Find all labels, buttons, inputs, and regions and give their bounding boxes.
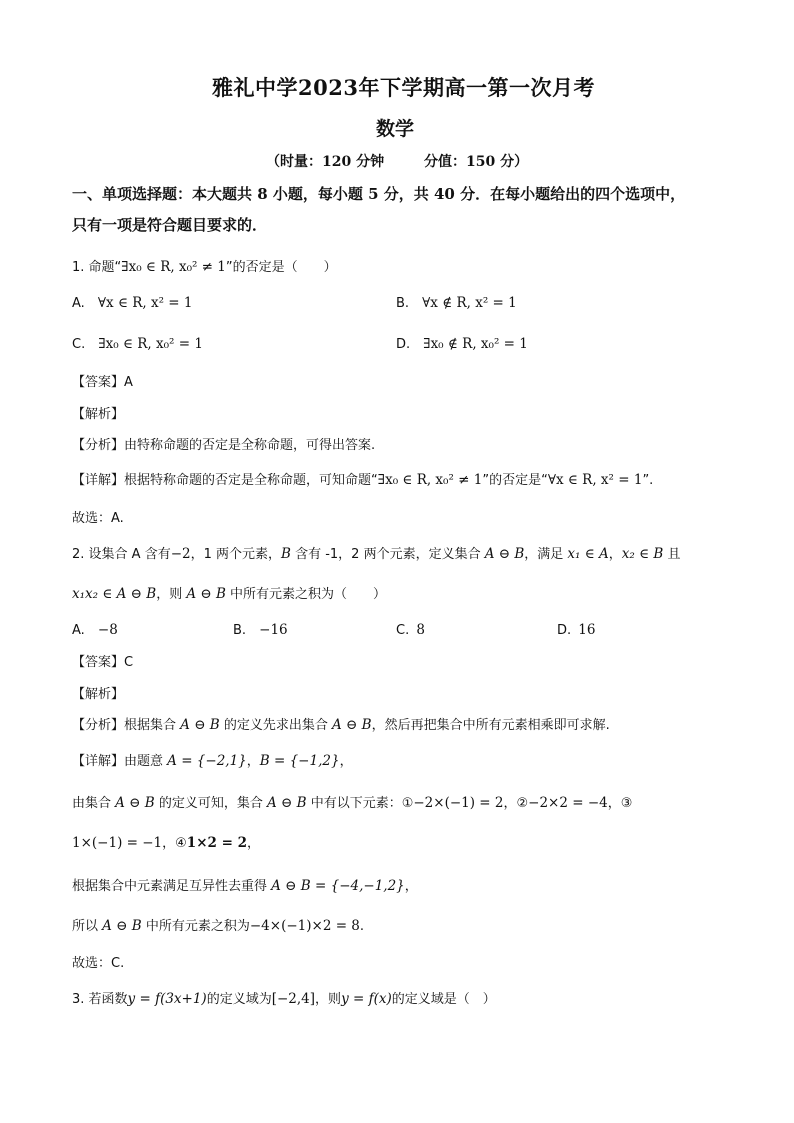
subject-title: 数学 <box>376 118 415 140</box>
detail-text: 根据集合中元素满足互异性去重得 <box>72 879 272 894</box>
detail-math: 1×(−1) = −1 <box>72 835 163 851</box>
q1-option-c <box>72 333 203 352</box>
q1-choice: 故选：A. <box>72 511 124 526</box>
q2-option-b <box>233 619 288 638</box>
detail-math: ∀x ∈ R, x² = 1 <box>547 472 643 488</box>
option-label: B. <box>396 296 410 311</box>
option-label: B. <box>233 623 247 638</box>
q1-stem-post: ”的否定是（ ） <box>225 260 337 275</box>
detail-text: ”的否定是“ <box>482 473 548 488</box>
q1-analysis-tag: 【解析】 <box>72 407 125 422</box>
answer-value: C <box>124 655 134 670</box>
section-heading-line2: 只有一项是符合题目要求的． <box>72 216 268 234</box>
detail-text: . <box>359 919 365 934</box>
q3-text: 的定义域是（ ） <box>391 992 496 1007</box>
q2-text: ， <box>608 547 622 562</box>
detail-text: ，③ <box>607 796 633 811</box>
q2-detail-line4 <box>72 915 364 934</box>
q3-text: 3. 若函数 <box>72 992 128 1007</box>
q2-option-c <box>396 619 425 638</box>
detail-math: −2×2 = −4 <box>528 795 608 811</box>
detail-text: ”. <box>642 473 654 488</box>
option-text: ∀x ∉ R, x² = 1 <box>422 295 517 311</box>
q2-text: 2. 设集合 A 含有 <box>72 547 171 562</box>
option-text: −16 <box>259 622 288 638</box>
q1-answer <box>72 371 133 390</box>
option-text: −8 <box>97 622 118 638</box>
option-label: A. <box>72 623 85 638</box>
detail-text: 由集合 <box>72 796 116 811</box>
option-text: 16 <box>578 622 596 638</box>
option-label: C. <box>72 337 86 352</box>
exam-score: 分值：150 分） <box>424 154 529 170</box>
q2-text: 含有 -1，2 两个元素，定义集合 <box>290 547 485 562</box>
q3-text: ，则 <box>315 992 342 1007</box>
q2-detail-line3 <box>72 875 418 894</box>
question-2-stem-line1 <box>72 543 680 562</box>
detail-text: 所以 <box>72 919 103 934</box>
detail-math: B = {−1,2} <box>259 753 340 769</box>
q2-math: A ⊖ B <box>484 546 525 562</box>
detail-tag: 【详解】 <box>72 754 125 769</box>
fenxi-math: A ⊖ B <box>332 717 372 733</box>
q1-detail <box>72 469 653 488</box>
q2-text: ，则 <box>156 587 187 602</box>
q2-detail <box>72 750 353 769</box>
option-label: D. <box>396 337 411 352</box>
detail-math: −2×(−1) = 2 <box>413 795 504 811</box>
q2-text: ，满足 <box>524 547 568 562</box>
section-heading-line1: 一、单项选择题：本大题共 8 小题，每小题 5 分，共 40 分．在每小题给出的四个选项中， <box>72 185 686 203</box>
q2-text: ，1 两个元素， <box>190 547 282 562</box>
q2-math: x₂ ∈ B <box>621 546 664 562</box>
q1-option-d <box>396 333 528 352</box>
question-2-stem-line2 <box>72 583 386 602</box>
question-3-stem <box>72 988 496 1007</box>
q2-choice: 故选：C. <box>72 956 125 971</box>
detail-text: 根据特称命题的否定是全称命题，可知命题“ <box>124 473 378 488</box>
q1-stem-pre: 1. 命题“ <box>72 260 122 275</box>
detail-text: 中所有元素之积为 <box>141 919 250 934</box>
detail-text: ， <box>339 754 353 769</box>
answer-tag: 【答案】 <box>72 655 125 670</box>
fenxi-tag: 【分析】 <box>72 438 125 453</box>
q1-option-a <box>72 292 192 311</box>
q3-math: y = f(3x+1) <box>127 991 207 1007</box>
exam-time: （时量：120 分钟 <box>266 154 385 170</box>
fenxi-math: A ⊖ B <box>180 717 220 733</box>
q3-math: [−2,4] <box>271 991 316 1007</box>
option-label: C. <box>396 623 410 638</box>
q2-detail-line2 <box>72 832 260 851</box>
detail-math: A ⊖ B <box>266 795 307 811</box>
option-label: D. <box>557 623 572 638</box>
q2-option-a <box>72 619 118 638</box>
q2-fenxi <box>72 714 610 733</box>
fenxi-text: 根据集合 <box>124 718 181 733</box>
detail-math: A ⊖ B <box>102 918 142 934</box>
q2-math: x₁x₂ ∈ A ⊖ B <box>72 586 157 602</box>
answer-tag: 【答案】 <box>72 375 125 390</box>
detail-text: 由题意 <box>124 754 168 769</box>
question-1-stem <box>72 256 337 275</box>
q2-detail-line1 <box>72 792 632 811</box>
exam-title: 雅礼中学2023年下学期高一第一次月考 <box>212 75 595 100</box>
fenxi-text: 由特称命题的否定是全称命题，可得出答案. <box>124 438 376 453</box>
q2-text: 中所有元素之积为（ ） <box>225 587 387 602</box>
detail-text: ， <box>404 879 418 894</box>
q2-math: B <box>281 546 291 562</box>
detail-math: A = {−2,1} <box>167 753 247 769</box>
option-text: 8 <box>416 622 425 638</box>
option-label: A. <box>72 296 85 311</box>
q1-stem-math: ∃x₀ ∈ R, x₀² ≠ 1 <box>121 259 226 275</box>
option-text: ∃x₀ ∉ R, x₀² = 1 <box>423 336 528 352</box>
fenxi-text: 的定义先求出集合 <box>219 718 332 733</box>
detail-math: ∃x₀ ∈ R, x₀² ≠ 1 <box>377 472 483 488</box>
fenxi-text: ，然后再把集合中所有元素相乘即可求解. <box>371 718 610 733</box>
q2-math: x₁ ∈ A <box>567 546 609 562</box>
detail-text: ，④ <box>162 836 187 851</box>
option-text: ∃x₀ ∈ R, x₀² = 1 <box>98 336 203 352</box>
q1-option-b <box>396 292 517 311</box>
q2-math: A ⊖ B <box>186 586 226 602</box>
detail-text: 的定义可知，集合 <box>154 796 267 811</box>
detail-math: A ⊖ B = {−4,−1,2} <box>271 878 405 894</box>
q2-answer <box>72 651 133 670</box>
answer-value: A <box>124 375 133 390</box>
q2-analysis-tag: 【解析】 <box>72 687 125 702</box>
detail-tag: 【详解】 <box>72 473 125 488</box>
detail-math: A ⊖ B <box>115 795 155 811</box>
q3-text: 的定义域为 <box>206 992 272 1007</box>
detail-text: 中有以下元素：① <box>306 796 414 811</box>
detail-math: 1×2 = 2 <box>186 835 247 851</box>
q2-text: 且 <box>663 547 681 562</box>
detail-text: ，② <box>503 796 529 811</box>
q3-math: y = f(x) <box>341 991 392 1007</box>
option-text: ∀x ∈ R, x² = 1 <box>97 295 193 311</box>
q2-option-d <box>557 619 595 638</box>
q1-fenxi <box>72 434 375 453</box>
detail-math: −4×(−1)×2 = 8 <box>249 918 360 934</box>
q2-math: −2 <box>170 546 191 562</box>
detail-text: ， <box>246 754 260 769</box>
detail-text: ， <box>247 836 261 851</box>
fenxi-tag: 【分析】 <box>72 718 125 733</box>
